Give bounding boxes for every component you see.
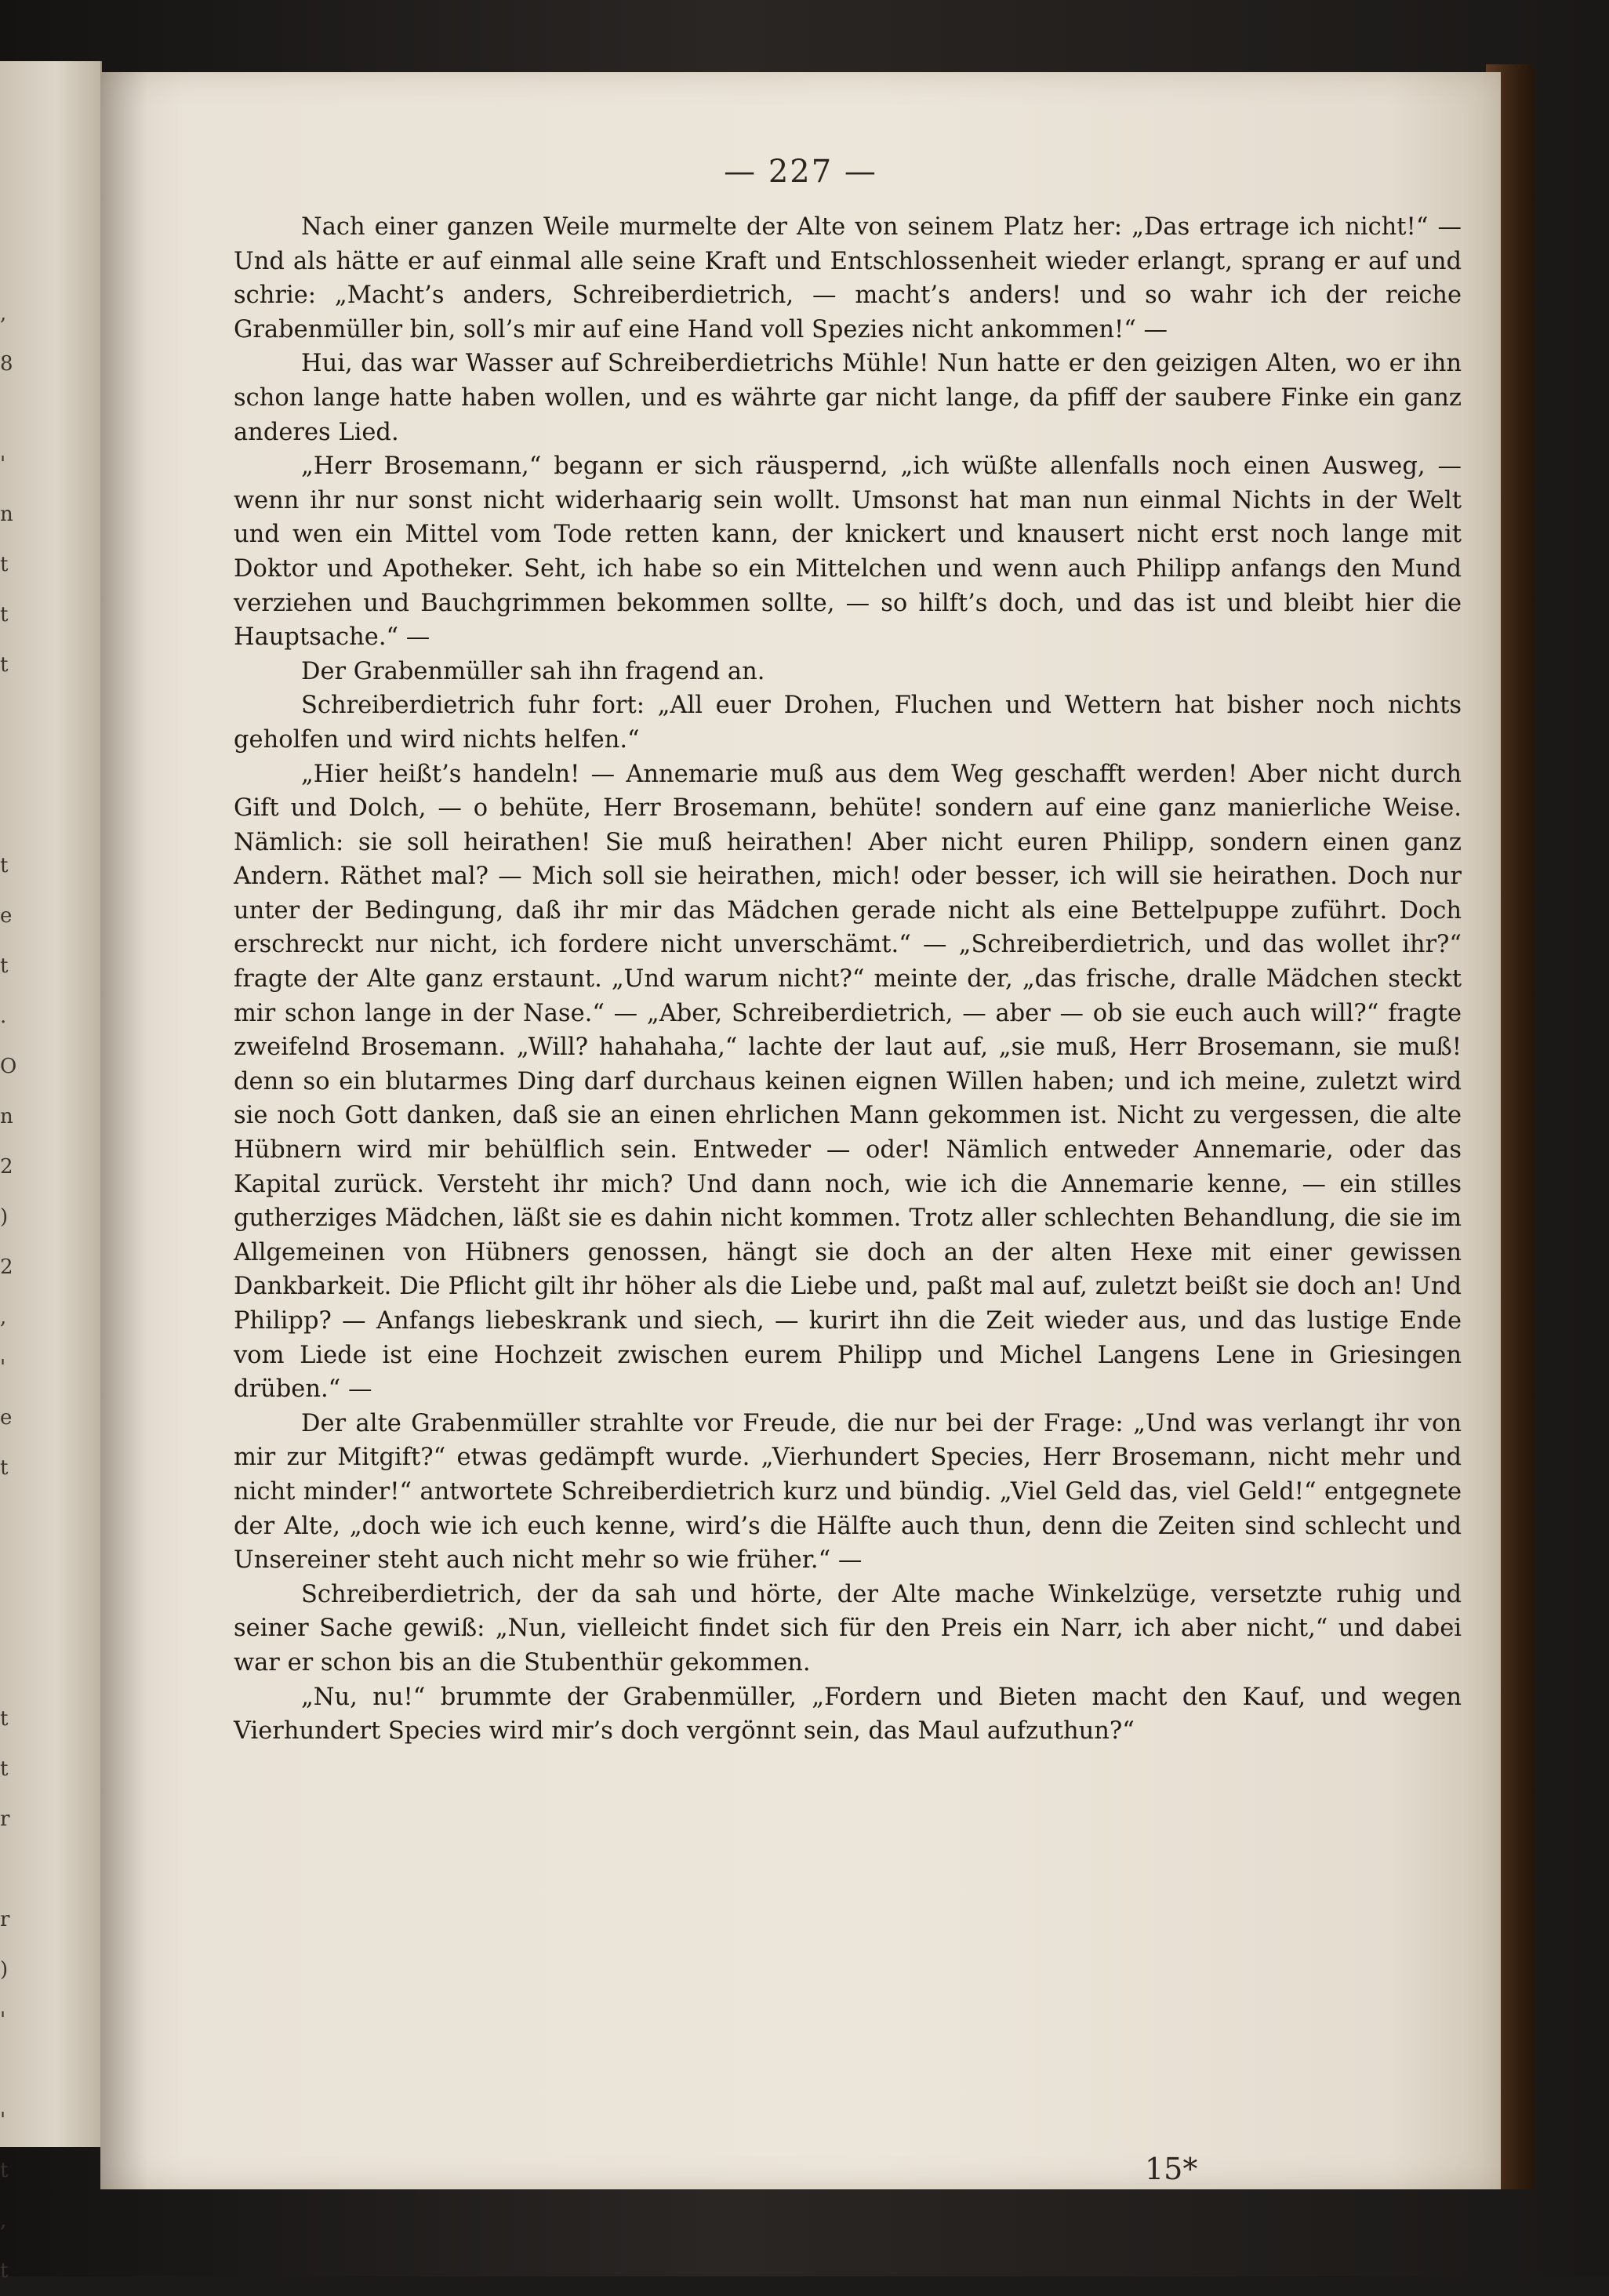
facing-page-margin-marks — [0, 289, 19, 2296]
margin-mark — [0, 2045, 19, 2095]
margin-mark — [0, 1543, 19, 1593]
paragraph: Nach einer ganzen Weile murmelte der Alte von seinem Platz her: „Das ertrage ich nicht!“ — Und als hätte er auf einmal alle seine Kraft und Entschlossenheit wieder erlangt, sprang er auf und schrie: „Macht’s anders, Schreiberdietrich, — macht’s anders! und so wahr ich der reiche Grabenmüller bin, soll’s mir auf eine Hand voll Spezies nicht ankommen!“ — — [234, 213, 1462, 343]
paragraph: Schreiberdietrich, der da sah und hörte, der Alte mache Winkelzüge, versetzte ruhig und seiner Sache gewiß: „Nun, vielleicht findet sich für den Preis ein Narr, ich aber nicht,“ und dabei war er schon bis an die Stubenthür gekommen. — [234, 1580, 1462, 1677]
book-page — [100, 72, 1501, 2189]
margin-mark: ' — [0, 2008, 6, 2032]
paragraph: Hui, das war Wasser auf Schreiberdietrichs Mühle! Nun hatte er den geizigen Alten, wo er ihn schon lange hatte haben wollen, und es währte gar nicht lange, da pfiff der saubere Finke ein ganz anderes Lied. — [234, 350, 1462, 446]
margin-mark: t — [0, 854, 9, 877]
body-text — [234, 210, 1462, 1749]
margin-mark — [0, 740, 19, 790]
margin-mark — [0, 1644, 19, 1694]
margin-mark: t — [0, 1707, 9, 1731]
margin-mark: 2 — [0, 1255, 13, 1279]
paragraph: Der alte Grabenmüller strahlte vor Freude, die nur bei der Frage: „Und was verlangt ihr von mir zur Mitgift?“ etwas gedämpft wurde. „Vierhundert Species, Herr Brosemann, nicht mehr und nicht minder!“ antwortete Schreiberdietrich kurz und bündig. „Viel Geld das, viel Geld!“ entgegnete der Alte, „doch wie ich euch kenne, wird’s die Hälfte auch thun, denn die Zeiten sind schlecht und Unsereiner steht auch nicht mehr so wie früher.“ — — [234, 1409, 1462, 1575]
margin-mark: ' — [0, 1356, 6, 1379]
paragraph: „Nu, nu!“ brummte der Grabenmüller, „Fordern und Bieten macht den Kauf, und wegen Vierhundert Species wird mir’s doch vergönnt sein, das Maul aufzuthun?“ — [234, 1683, 1462, 1746]
margin-mark: 2 — [0, 1155, 13, 1179]
paragraph: Der Grabenmüller sah ihn fragend an. — [301, 657, 765, 685]
paragraph: „Hier heißt’s handeln! — Annemarie muß aus dem Weg geschafft werden! Aber nicht durch Gift und Dolch, — o behüte, Herr Brosemann, behüte! sondern auf eine ganz manierliche Weise. Nämlich: sie soll heirathen! Sie muß heirathen! Aber nicht euren Philipp, sondern einen ganz Andern. Räthet mal? — Mich soll sie heirathen, mich! oder besser, ich will sie heirathen. Doch nur unter der Bedingung, daß ihr mir das Mädchen gerade nicht als eine Bettelpuppe zuführt. Doch erschreckt nur nicht, ich fordere nicht unverschämt.“ — „Schreiberdietrich, und das wollet ihr?“ fragte der Alte ganz erstaunt. „Und warum nicht?“ meinte der, „das frische, dralle Mädchen steckt mir schon lange in der Nase.“ — „Aber, Schreiberdietrich, — aber — ob sie euch auch will?“ fragte zweifelnd Brosemann. „Will? hahahaha,“ lachte der laut auf, „sie muß, Herr Brosemann, sie muß! denn so ein blutarmes Ding darf durchaus keinen eignen Willen haben; und ich meine, zuletzt wird sie noch Gott danken, daß sie an einen ehrlichen Mann gekommen ist. Nicht zu vergessen, die alte Hübnern wird mir behülflich sein. Entweder — oder! Nämlich entweder Annemarie, oder das Kapital zurück. Versteht ihr mich? Und dann noch, wie ich die Annemarie kenne, — ein stilles gutherziges Mädchen, läßt sie es dahin nicht kommen. Trotz aller schlechten Behandlung, die sie im Allgemeinen von Hübners genossen, hängt sie doch an der alten Hexe mit einer gewissen Dankbarkeit. Die Pflicht gilt ihr höher als die Liebe und, paßt mal auf, zuletzt beißt sie doch an! Und Philipp? — Anfangs liebeskrank und siech, — kurirt ihn die Zeit wieder aus, und das lustige Ende vom Liede ist eine Hochzeit zwischen eurem Philipp und Michel Langens Lene in Griesingen drüben.“ — — [234, 760, 1462, 1404]
margin-mark: t — [0, 653, 9, 677]
margin-mark: t — [0, 553, 9, 576]
paragraph: „Herr Brosemann,“ begann er sich räuspernd, „ich wüßte allenfalls noch einen Ausweg, — wenn ihr nur sonst nicht widerhaarig sein wollt. Umsonst hat man nun einmal Nichts in der Welt und wen ein Mittel vom Tode retten kann, der knickert und knausert nicht erst noch lange mit Doktor und Apotheker. Seht, ich habe so ein Mittelchen und wenn auch Philipp anfangs den Mund verziehen und Bauchgrimmen bekommen sollte, — so hilft’s doch, und das ist und bleibt hier die Hauptsache.“ — — [234, 452, 1462, 652]
margin-mark: t — [0, 954, 9, 978]
margin-mark: t — [0, 2259, 9, 2283]
margin-mark: t — [0, 1757, 9, 1781]
gutter-shadow — [100, 72, 147, 2189]
facing-page-edge — [0, 61, 102, 2283]
margin-mark: O — [0, 1055, 17, 1078]
margin-mark: , — [0, 302, 7, 325]
margin-mark: e — [0, 1406, 13, 1430]
page-number: — 227 — — [724, 154, 877, 190]
margin-mark — [0, 389, 19, 439]
margin-mark: t — [0, 603, 9, 627]
margin-mark: ) — [0, 1958, 9, 1982]
margin-mark — [0, 790, 19, 841]
margin-mark: t — [0, 1456, 9, 1480]
margin-mark: n — [0, 503, 13, 526]
margin-mark — [0, 1844, 19, 1895]
margin-mark — [0, 1593, 19, 1644]
paragraph: Schreiberdietrich fuhr fort: „All euer Drohen, Fluchen und Wettern hat bisher noch nichts geholfen und wird nichts helfen.“ — [234, 692, 1462, 754]
margin-mark: n — [0, 1105, 13, 1128]
margin-mark: ' — [0, 452, 6, 476]
margin-mark: r — [0, 1807, 10, 1831]
margin-mark: e — [0, 904, 13, 928]
margin-mark — [0, 1493, 19, 1543]
margin-mark: , — [0, 2209, 7, 2232]
margin-mark: t — [0, 2159, 9, 2182]
margin-mark: . — [0, 1004, 7, 1028]
signature-mark: 15* — [1145, 2152, 1198, 2186]
margin-mark: , — [0, 1306, 7, 1329]
margin-mark: r — [0, 1908, 10, 1931]
margin-mark: ' — [0, 2109, 6, 2132]
margin-mark: 8 — [0, 352, 13, 376]
margin-mark — [0, 690, 19, 740]
margin-mark: ) — [0, 1205, 9, 1229]
